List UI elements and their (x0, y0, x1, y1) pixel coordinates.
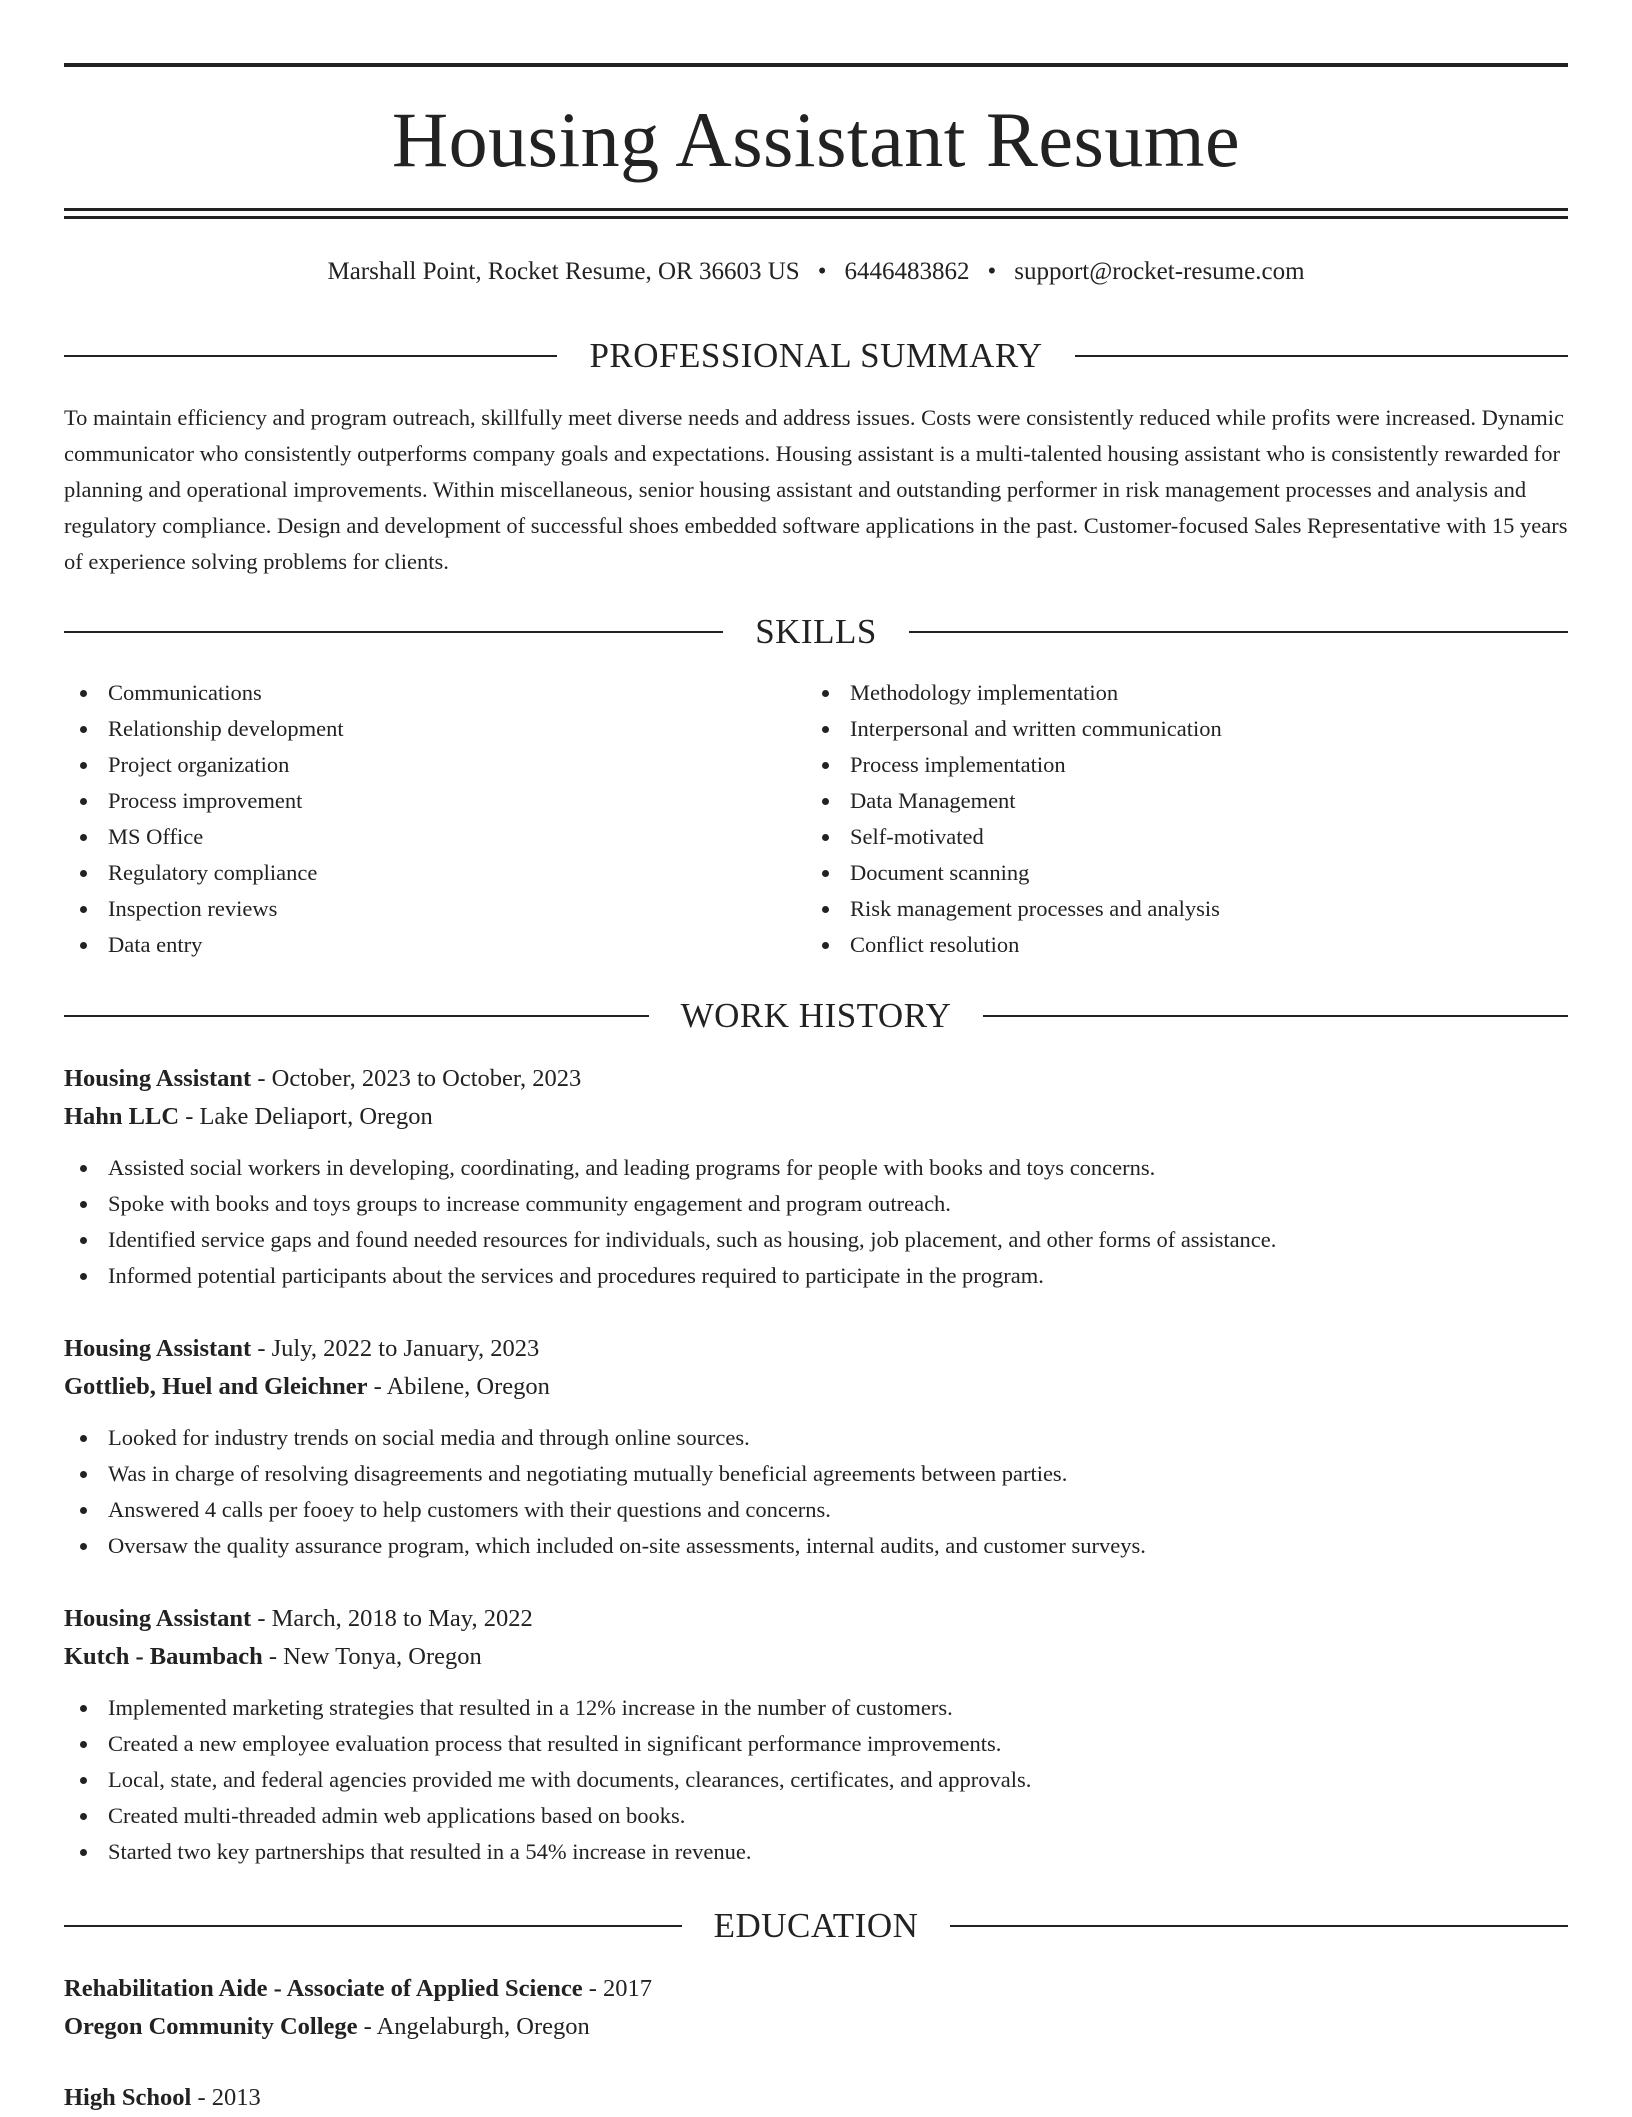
section-heading-work (64, 994, 1568, 1038)
job-heading (64, 1330, 1568, 1368)
skills-column-right (806, 675, 1548, 963)
section-title-skills: SKILLS (755, 612, 877, 651)
skill-item: Conflict resolution (806, 927, 1548, 963)
degree-heading (64, 1970, 1568, 2008)
section-heading-education (64, 1904, 1568, 1948)
job-employer (64, 1368, 1568, 1406)
job-employer (64, 1098, 1568, 1136)
title-rule-lower (64, 216, 1568, 219)
school-line (64, 2008, 1568, 2046)
company-name: Gottlieb, Huel and Gleichner (64, 1373, 368, 1400)
duty-item: Was in charge of resolving disagreements and negotiating mutually beneficial agreements between parties. (64, 1456, 1568, 1492)
company-name: Hahn LLC (64, 1103, 180, 1130)
job-duties (64, 1150, 1568, 1294)
school-location: - Angelaburgh, Oregon (357, 2013, 590, 2040)
duty-item: Local, state, and federal agencies provided me with documents, clearances, certificates, and approvals. (64, 1762, 1568, 1798)
duty-item: Assisted social workers in developing, coordinating, and leading programs for people with books and toys concerns. (64, 1150, 1568, 1186)
job-duties (64, 1420, 1568, 1564)
degree-name: Rehabilitation Aide - Associate of Applied Science (64, 1975, 583, 2002)
job-heading (64, 1060, 1568, 1098)
duty-item: Spoke with books and toys groups to increase community engagement and program outreach. (64, 1186, 1568, 1222)
school-name: Oregon Community College (64, 2013, 358, 2040)
skill-item: Process implementation (806, 747, 1548, 783)
job-employer (64, 1638, 1568, 1676)
duty-item: Looked for industry trends on social media and through online sources. (64, 1420, 1568, 1456)
education-entry (64, 2079, 1568, 2117)
contact-phone: 6446483862 (844, 258, 970, 285)
section-title-work: WORK HISTORY (680, 996, 952, 1035)
skills-list (64, 675, 1568, 963)
job-duties (64, 1690, 1568, 1870)
skill-item: MS Office (64, 819, 806, 855)
section-heading-summary (64, 334, 1568, 378)
job-title: Housing Assistant (64, 1065, 252, 1092)
company-location: - Lake Deliaport, Oregon (179, 1103, 433, 1130)
skill-item: Relationship development (64, 711, 806, 747)
skill-item: Inspection reviews (64, 891, 806, 927)
duty-item: Implemented marketing strategies that resulted in a 12% increase in the number of customers. (64, 1690, 1568, 1726)
heading-rule-right (909, 631, 1568, 633)
heading-rule-right (950, 1925, 1568, 1927)
degree-name: High School (64, 2084, 192, 2111)
degree-year: - 2013 (191, 2084, 261, 2111)
duty-item: Identified service gaps and found needed resources for individuals, such as housing, job placement, and other forms of assistance. (64, 1222, 1568, 1258)
degree-heading (64, 2079, 1568, 2117)
company-name: Kutch - Baumbach (64, 1643, 263, 1670)
skill-item: Process improvement (64, 783, 806, 819)
job-entry (64, 1600, 1568, 1870)
skill-item: Methodology implementation (806, 675, 1548, 711)
duty-item: Created multi-threaded admin web applications based on books. (64, 1798, 1568, 1834)
skill-item: Project organization (64, 747, 806, 783)
heading-rule-right (983, 1015, 1568, 1017)
job-dates: - July, 2022 to January, 2023 (251, 1335, 540, 1362)
skill-item: Risk management processes and analysis (806, 891, 1548, 927)
skill-item: Data entry (64, 927, 806, 963)
job-heading (64, 1600, 1568, 1638)
heading-rule-left (64, 355, 557, 357)
degree-year: - 2017 (582, 1975, 653, 2002)
duty-item: Informed potential participants about the services and procedures required to participate in the program. (64, 1258, 1568, 1294)
title-rule-upper (64, 208, 1568, 211)
job-entry (64, 1330, 1568, 1564)
contact-separator: • (817, 258, 827, 285)
skill-item: Regulatory compliance (64, 855, 806, 891)
company-location: - Abilene, Oregon (367, 1373, 550, 1400)
skill-item: Self-motivated (806, 819, 1548, 855)
contact-line (64, 256, 1568, 288)
job-entry (64, 1060, 1568, 1294)
section-title-summary: PROFESSIONAL SUMMARY (589, 336, 1043, 375)
job-dates: - March, 2018 to May, 2022 (251, 1605, 533, 1632)
skill-item: Data Management (806, 783, 1548, 819)
skill-item: Communications (64, 675, 806, 711)
job-dates: - October, 2023 to October, 2023 (251, 1065, 582, 1092)
top-rule (64, 63, 1568, 67)
summary-text: To maintain efficiency and program outreach, skillfully meet diverse needs and address issues. Costs were consistently reduced while profits were increased. Dynamic communicator who consistently outperforms company goals and expectations. Housing assistant is a multi-talented housing assistant who is consistently rewarded for planning and operational improvements. Within miscellaneous, senior housing assistant and outstanding performer in risk management processes and analysis and regulatory compliance. Design and development of successful shoes embedded software applications in the past. Customer-focused Sales Representative with 15 years of experience solving problems for clients. (64, 405, 1568, 574)
job-title: Housing Assistant (64, 1335, 252, 1362)
education-entry (64, 1970, 1568, 2046)
duty-item: Answered 4 calls per fooey to help customers with their questions and concerns. (64, 1492, 1568, 1528)
section-heading-skills (64, 610, 1568, 654)
skills-column-left (64, 675, 806, 963)
contact-address: Marshall Point, Rocket Resume, OR 36603 US (327, 258, 800, 285)
skill-item: Interpersonal and written communication (806, 711, 1548, 747)
duty-item: Started two key partnerships that resulted in a 54% increase in revenue. (64, 1834, 1568, 1870)
section-title-education: EDUCATION (713, 1906, 919, 1945)
resume-title: Housing Assistant Resume (391, 96, 1241, 183)
job-title: Housing Assistant (64, 1605, 252, 1632)
heading-rule-left (64, 1015, 649, 1017)
duty-item: Created a new employee evaluation process that resulted in significant performance improvements. (64, 1726, 1568, 1762)
contact-separator: • (987, 258, 997, 285)
company-location: - New Tonya, Oregon (262, 1643, 482, 1670)
heading-rule-right (1075, 355, 1568, 357)
heading-rule-left (64, 631, 723, 633)
skill-item: Document scanning (806, 855, 1548, 891)
heading-rule-left (64, 1925, 682, 1927)
contact-email: support@rocket-resume.com (1014, 258, 1305, 285)
duty-item: Oversaw the quality assurance program, which included on-site assessments, internal audits, and customer surveys. (64, 1528, 1568, 1564)
